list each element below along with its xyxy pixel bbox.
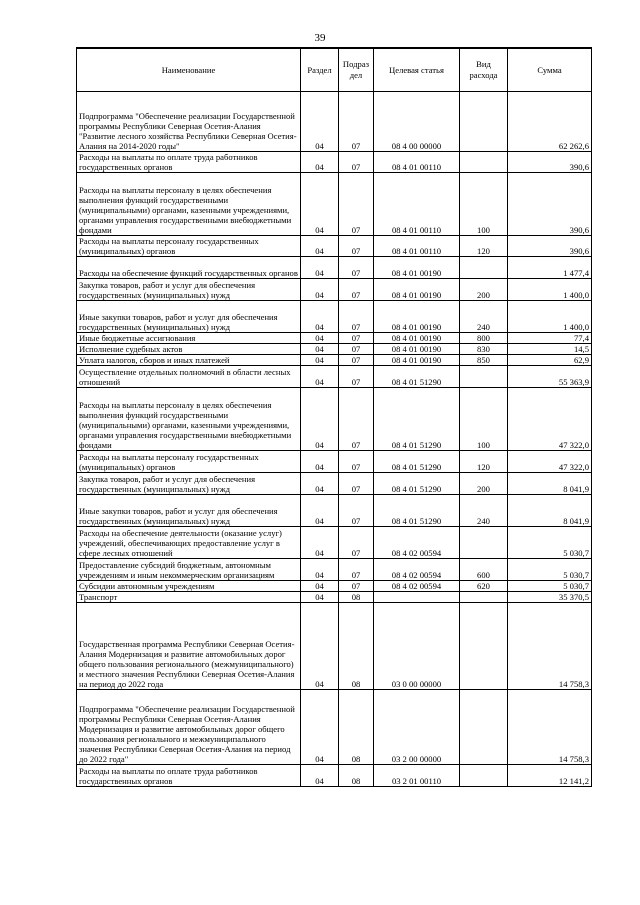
row-section: 04 [301, 765, 339, 787]
row-section: 04 [301, 301, 339, 333]
page-number: 39 [314, 32, 326, 44]
row-name: Иные закупки товаров, работ и услуг для обеспечения государственных (муниципальных) нужд [77, 495, 301, 527]
row-sum: 390,6 [508, 152, 592, 173]
row-sum: 14,5 [508, 344, 592, 355]
row-section: 04 [301, 603, 339, 690]
row-subsection: 07 [339, 333, 374, 344]
table-row [77, 92, 592, 152]
table-row [77, 366, 592, 388]
row-expense-type: 120 [460, 236, 508, 257]
header-subsection: Подраз дел [339, 48, 374, 92]
row-section: 04 [301, 152, 339, 173]
table-row [77, 603, 592, 690]
row-target: 08 4 01 00110 [374, 173, 460, 236]
row-sum: 1 400,0 [508, 279, 592, 301]
row-expense-type: 240 [460, 495, 508, 527]
row-expense-type [460, 257, 508, 279]
table-row [77, 344, 592, 355]
row-subsection: 07 [339, 366, 374, 388]
table-row [77, 592, 592, 603]
row-sum: 35 370,5 [508, 592, 592, 603]
row-target: 08 4 01 51290 [374, 366, 460, 388]
row-target: 08 4 01 51290 [374, 451, 460, 473]
row-target: 08 4 00 00000 [374, 92, 460, 152]
row-name: Предоставление субсидий бюджетным, автономным учреждениям и иным некоммерческим организациям [77, 559, 301, 581]
row-name: Расходы на выплаты персоналу государственных (муниципальных) органов [77, 451, 301, 473]
header-name: Наименование [77, 48, 301, 92]
row-target: 08 4 01 51290 [374, 388, 460, 451]
row-sum: 47 322,0 [508, 451, 592, 473]
row-target: 08 4 01 00190 [374, 344, 460, 355]
row-target: 08 4 01 00110 [374, 236, 460, 257]
row-name: Расходы на выплаты персоналу государственных (муниципальных) органов [77, 236, 301, 257]
row-section: 04 [301, 690, 339, 765]
row-name: Расходы на обеспечение деятельности (оказание услуг) учреждений, обеспечивающих предоставление услуг в сфере лесных отношений [77, 527, 301, 559]
row-subsection: 07 [339, 92, 374, 152]
row-expense-type [460, 366, 508, 388]
table-row [77, 236, 592, 257]
row-sum: 390,6 [508, 173, 592, 236]
row-subsection: 08 [339, 690, 374, 765]
row-section: 04 [301, 92, 339, 152]
row-subsection: 07 [339, 495, 374, 527]
row-target: 08 4 02 00594 [374, 559, 460, 581]
row-target: 03 2 01 00110 [374, 765, 460, 787]
table-row [77, 473, 592, 495]
row-target: 08 4 01 00190 [374, 355, 460, 366]
row-section: 04 [301, 333, 339, 344]
table-row [77, 495, 592, 527]
row-target: 08 4 01 00190 [374, 301, 460, 333]
row-subsection: 07 [339, 388, 374, 451]
row-name: Закупка товаров, работ и услуг для обеспечения государственных (муниципальных) нужд [77, 279, 301, 301]
table-row [77, 333, 592, 344]
row-expense-type: 240 [460, 301, 508, 333]
row-name: Расходы на выплаты персоналу в целях обеспечения выполнения функций государственными (муниципальными) органами, казенными учреждениями, органами управления государственными внебюджетными фондами [77, 173, 301, 236]
row-section: 04 [301, 388, 339, 451]
header-target: Целевая статья [374, 48, 460, 92]
row-sum: 5 030,7 [508, 581, 592, 592]
row-target: 08 4 01 00190 [374, 333, 460, 344]
row-section: 04 [301, 173, 339, 236]
row-name: Иные бюджетные ассигнования [77, 333, 301, 344]
row-target [374, 592, 460, 603]
row-name: Подпрограмма "Обеспечение реализации Государственной программы Республики Северная Осетия-Алания Модернизация и развитие автомобильных дорог общего пользования регионального и межмуниципального значения Республики Северная Осетия-Алания на период до 2022 года" [77, 690, 301, 765]
row-expense-type: 200 [460, 279, 508, 301]
row-section: 04 [301, 366, 339, 388]
row-sum: 62,9 [508, 355, 592, 366]
row-target: 08 4 02 00594 [374, 527, 460, 559]
row-section: 04 [301, 495, 339, 527]
row-sum: 8 041,9 [508, 473, 592, 495]
row-subsection: 07 [339, 301, 374, 333]
row-expense-type: 620 [460, 581, 508, 592]
row-sum: 5 030,7 [508, 527, 592, 559]
row-expense-type: 830 [460, 344, 508, 355]
row-section: 04 [301, 592, 339, 603]
row-expense-type: 800 [460, 333, 508, 344]
row-sum: 390,6 [508, 236, 592, 257]
row-subsection: 07 [339, 581, 374, 592]
row-subsection: 07 [339, 527, 374, 559]
row-section: 04 [301, 355, 339, 366]
row-sum: 5 030,7 [508, 559, 592, 581]
row-sum: 14 758,3 [508, 690, 592, 765]
row-subsection: 07 [339, 344, 374, 355]
row-section: 04 [301, 451, 339, 473]
row-name: Расходы на выплаты по оплате труда работников государственных органов [77, 765, 301, 787]
table-header-row [77, 48, 592, 92]
table-row [77, 301, 592, 333]
row-subsection: 07 [339, 473, 374, 495]
table-row [77, 581, 592, 592]
row-name: Осуществление отдельных полномочий в области лесных отношений [77, 366, 301, 388]
row-target: 03 2 00 00000 [374, 690, 460, 765]
table-row [77, 527, 592, 559]
table-row [77, 173, 592, 236]
row-section: 04 [301, 236, 339, 257]
row-subsection: 08 [339, 592, 374, 603]
row-section: 04 [301, 559, 339, 581]
table-row [77, 152, 592, 173]
row-name: Исполнение судебных актов [77, 344, 301, 355]
row-section: 04 [301, 581, 339, 592]
row-name: Подпрограмма "Обеспечение реализации Государственной программы Республики Северная Осетия-Алания "Развитие лесного хозяйства Республики Северная Осетия-Алания на 2014-2020 годы" [77, 92, 301, 152]
row-expense-type [460, 527, 508, 559]
table-row [77, 690, 592, 765]
row-target: 08 4 01 51290 [374, 473, 460, 495]
row-section: 04 [301, 257, 339, 279]
row-target: 08 4 02 00594 [374, 581, 460, 592]
row-name: Расходы на выплаты персоналу в целях обеспечения выполнения функций государственными (муниципальными) органами, казенными учреждениями, органами управления государственными внебюджетными фондами [77, 388, 301, 451]
row-target: 08 4 01 51290 [374, 495, 460, 527]
row-subsection: 07 [339, 173, 374, 236]
row-subsection: 07 [339, 559, 374, 581]
header-sum: Сумма [508, 48, 592, 92]
row-subsection: 08 [339, 765, 374, 787]
row-name: Расходы на обеспечение функций государственных органов [77, 257, 301, 279]
table-row [77, 388, 592, 451]
row-target: 03 0 00 00000 [374, 603, 460, 690]
budget-table [76, 47, 592, 787]
row-subsection: 07 [339, 451, 374, 473]
row-section: 04 [301, 473, 339, 495]
row-sum: 12 141,2 [508, 765, 592, 787]
row-subsection: 07 [339, 257, 374, 279]
row-name: Субсидии автономным учреждениям [77, 581, 301, 592]
row-expense-type: 120 [460, 451, 508, 473]
row-name: Закупка товаров, работ и услуг для обеспечения государственных (муниципальных) нужд [77, 473, 301, 495]
row-section: 04 [301, 344, 339, 355]
table-row [77, 355, 592, 366]
row-sum: 77,4 [508, 333, 592, 344]
row-expense-type [460, 765, 508, 787]
table-row [77, 451, 592, 473]
table-row [77, 765, 592, 787]
row-target: 08 4 01 00190 [374, 257, 460, 279]
row-expense-type: 600 [460, 559, 508, 581]
row-sum: 14 758,3 [508, 603, 592, 690]
row-sum: 1 400,0 [508, 301, 592, 333]
row-target: 08 4 01 00110 [374, 152, 460, 173]
row-name: Расходы на выплаты по оплате труда работников государственных органов [77, 152, 301, 173]
row-name: Транспорт [77, 592, 301, 603]
row-section: 04 [301, 279, 339, 301]
row-target: 08 4 01 00190 [374, 279, 460, 301]
row-expense-type: 100 [460, 388, 508, 451]
row-subsection: 07 [339, 152, 374, 173]
row-expense-type [460, 92, 508, 152]
row-expense-type [460, 690, 508, 765]
header-expense-type: Вид расхода [460, 48, 508, 92]
row-section: 04 [301, 527, 339, 559]
row-expense-type [460, 152, 508, 173]
row-subsection: 07 [339, 355, 374, 366]
header-section: Раздел [301, 48, 339, 92]
row-sum: 8 041,9 [508, 495, 592, 527]
table-row [77, 257, 592, 279]
row-expense-type: 100 [460, 173, 508, 236]
row-sum: 55 363,9 [508, 366, 592, 388]
row-expense-type: 200 [460, 473, 508, 495]
row-expense-type: 850 [460, 355, 508, 366]
table-row [77, 279, 592, 301]
row-subsection: 08 [339, 603, 374, 690]
row-sum: 47 322,0 [508, 388, 592, 451]
row-name: Уплата налогов, сборов и иных платежей [77, 355, 301, 366]
row-name: Иные закупки товаров, работ и услуг для обеспечения государственных (муниципальных) нужд [77, 301, 301, 333]
row-sum: 1 477,4 [508, 257, 592, 279]
row-name: Государственная программа Республики Северная Осетия-Алания Модернизация и развитие автомобильных дорог общего пользования регионального (межмуниципального) и местного значения Республики Северная Осетия-Алания на период до 2022 года [77, 603, 301, 690]
row-expense-type [460, 603, 508, 690]
row-sum: 62 262,6 [508, 92, 592, 152]
row-subsection: 07 [339, 279, 374, 301]
row-subsection: 07 [339, 236, 374, 257]
row-expense-type [460, 592, 508, 603]
table-row [77, 559, 592, 581]
